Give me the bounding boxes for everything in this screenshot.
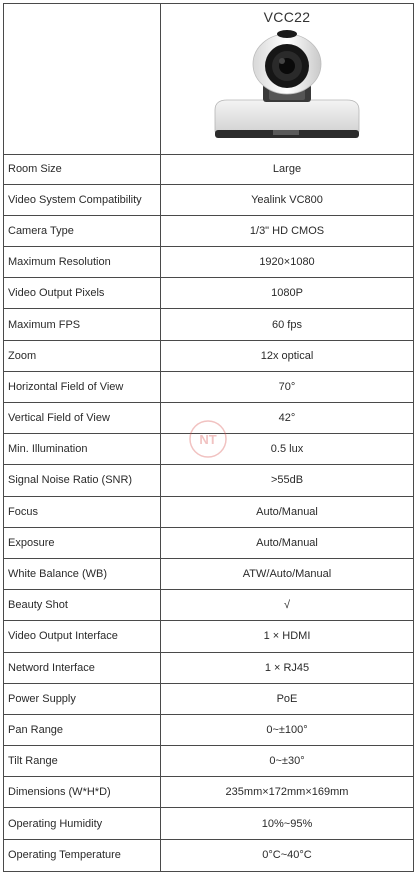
spec-value: 0~±30° [269, 755, 305, 768]
spec-value: 235mm×172mm×169mm [225, 786, 349, 799]
table-row [4, 684, 413, 715]
spec-value: 0~±100° [266, 723, 308, 736]
spec-value: 42° [278, 412, 296, 425]
spec-value: 1 × HDMI [263, 630, 311, 643]
table-row [4, 621, 413, 652]
spec-label: Operating Temperature [4, 840, 161, 871]
spec-label: Zoom [4, 341, 161, 371]
spec-value: 12x optical [260, 349, 314, 362]
spec-label: Video Output Pixels [4, 278, 161, 308]
table-row [4, 777, 413, 808]
table-row [4, 465, 413, 496]
spec-label: Exposure [4, 528, 161, 558]
spec-value: >55dB [270, 474, 304, 487]
spec-rows [4, 154, 413, 871]
table-row [4, 341, 413, 372]
spec-value: 70° [278, 380, 296, 393]
spec-label: Horizontal Field of View [4, 372, 161, 402]
spec-value: 60 fps [272, 318, 302, 331]
spec-label: Min. Illumination [4, 434, 161, 464]
table-row [4, 746, 413, 777]
table-row [4, 715, 413, 746]
spec-value: 1080P [271, 287, 303, 300]
watermark-text: NT [199, 432, 217, 447]
spec-label: Vertical Field of View [4, 403, 161, 433]
spec-label: Operating Humidity [4, 808, 161, 838]
table-row [4, 840, 413, 871]
table-row [4, 309, 413, 340]
table-row [4, 559, 413, 590]
table-row [4, 185, 413, 216]
table-row [4, 247, 413, 278]
spec-label: Dimensions (W*H*D) [4, 777, 161, 807]
table-row [4, 528, 413, 559]
spec-label: Camera Type [4, 216, 161, 246]
table-row [4, 216, 413, 247]
nt-watermark-logo [187, 418, 229, 460]
spec-value: 1/3" HD CMOS [249, 224, 325, 237]
model-name: VCC22 [263, 9, 311, 25]
spec-label: Power Supply [4, 684, 161, 714]
table-header-row [4, 4, 413, 155]
spec-value: 1920×1080 [259, 256, 315, 269]
spec-label: Room Size [4, 154, 161, 184]
spec-value: 0°C~40°C [262, 849, 312, 862]
table-row [4, 372, 413, 403]
table-row [4, 590, 413, 621]
table-row [4, 808, 413, 839]
spec-label: Signal Noise Ratio (SNR) [4, 465, 161, 495]
table-row [4, 497, 413, 528]
table-row [4, 154, 413, 185]
spec-label: Focus [4, 497, 161, 527]
spec-value: Large [272, 162, 302, 175]
table-row [4, 653, 413, 684]
spec-label: Tilt Range [4, 746, 161, 776]
spec-label: White Balance (WB) [4, 559, 161, 589]
header-empty-cell [4, 4, 161, 154]
spec-label: Video System Compatibility [4, 185, 161, 215]
table-row [4, 278, 413, 309]
spec-label: Netword Interface [4, 653, 161, 683]
spec-label: Maximum FPS [4, 309, 161, 339]
spec-value: 1 × RJ45 [264, 661, 310, 674]
camera-product-image [207, 26, 367, 148]
spec-value: 0.5 lux [270, 443, 304, 456]
spec-value: PoE [276, 692, 298, 705]
header-product-cell [161, 4, 413, 154]
spec-value: Auto/Manual [256, 505, 318, 518]
spec-label: Video Output Interface [4, 621, 161, 651]
spec-label: Pan Range [4, 715, 161, 745]
spec-value: √ [283, 599, 291, 612]
spec-value: 10%~95% [261, 817, 313, 830]
spec-label: Maximum Resolution [4, 247, 161, 277]
spec-value: Auto/Manual [256, 536, 318, 549]
spec-label: Beauty Shot [4, 590, 161, 620]
spec-value: ATW/Auto/Manual [242, 568, 332, 581]
spec-value: Yealink VC800 [251, 193, 323, 206]
